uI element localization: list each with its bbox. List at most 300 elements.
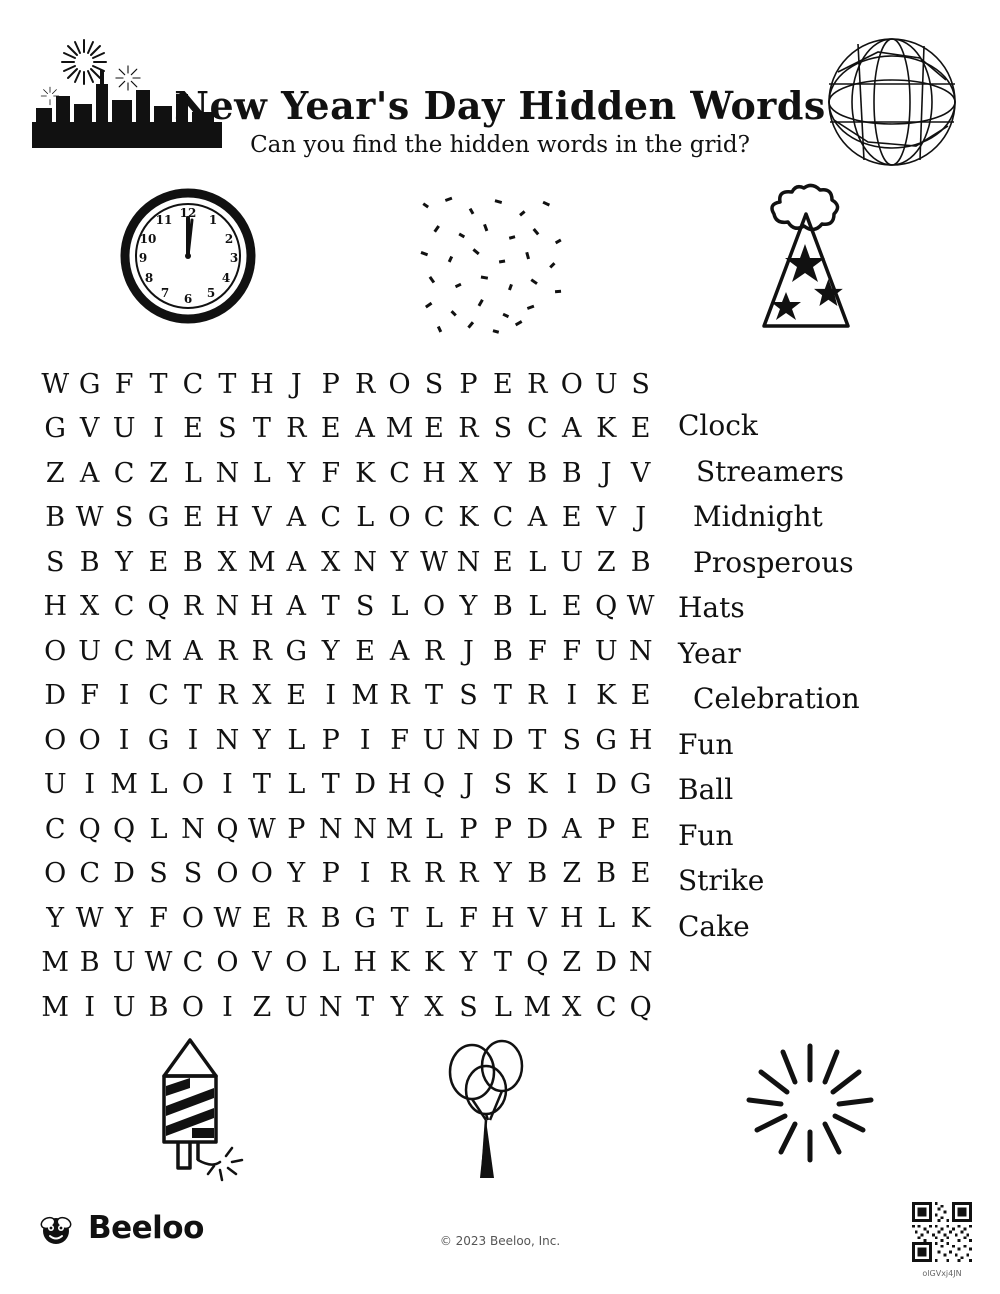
grid-letter[interactable]: B — [45, 502, 66, 534]
word-list-item[interactable]: Clock — [678, 409, 758, 442]
svg-text:1: 1 — [208, 213, 218, 227]
grid-letter[interactable]: Y — [287, 858, 306, 890]
grid-letter[interactable]: S — [562, 724, 582, 756]
grid-letter[interactable]: U — [284, 991, 308, 1023]
grid-letter[interactable]: N — [181, 813, 205, 845]
grid-letter[interactable]: B — [79, 947, 100, 979]
grid-letter[interactable]: L — [390, 591, 409, 623]
grid-letter[interactable]: X — [217, 546, 238, 578]
grid-letter[interactable]: A — [286, 502, 307, 534]
grid-letter[interactable]: Q — [113, 813, 136, 845]
grid-letter[interactable]: Z — [252, 991, 272, 1023]
grid-letter[interactable]: B — [320, 902, 341, 934]
grid-letter[interactable]: Y — [321, 635, 340, 667]
grid-letter[interactable]: I — [359, 724, 371, 756]
grid-letter[interactable]: Q — [526, 947, 549, 979]
grid-letter[interactable]: N — [456, 724, 481, 756]
word-list-item[interactable]: Strike — [678, 864, 765, 897]
grid-letter[interactable]: E — [251, 902, 272, 934]
grid-letter[interactable]: U — [560, 546, 584, 578]
grid-letter[interactable]: S — [424, 368, 444, 400]
grid-letter[interactable]: Z — [45, 457, 65, 489]
grid-letter[interactable]: L — [425, 813, 443, 845]
grid-letter[interactable]: O — [44, 858, 67, 890]
party-hat-icon — [742, 180, 872, 350]
grid-letter[interactable]: O — [250, 858, 273, 890]
grid-letter[interactable]: L — [184, 457, 202, 489]
grid-letter[interactable]: U — [112, 947, 136, 979]
grid-letter[interactable]: R — [217, 680, 238, 712]
grid-letter[interactable]: P — [459, 368, 478, 400]
grid-letter[interactable]: G — [629, 769, 652, 801]
grid-letter[interactable]: E — [424, 413, 444, 445]
grid-letter[interactable]: V — [527, 902, 548, 934]
grid-letter[interactable]: M — [110, 769, 138, 801]
grid-letter[interactable]: R — [354, 368, 376, 400]
grid-letter[interactable]: D — [492, 724, 514, 756]
grid-letter[interactable]: S — [459, 991, 478, 1023]
grid-letter[interactable]: K — [423, 947, 445, 979]
grid-letter[interactable]: I — [118, 724, 130, 756]
grid-letter[interactable]: E — [493, 546, 513, 578]
grid-letter[interactable]: R — [217, 635, 238, 667]
grid-letter[interactable]: I — [187, 724, 199, 756]
grid-letter[interactable]: Q — [147, 591, 170, 623]
grid-letter[interactable]: B — [561, 457, 582, 489]
grid-letter[interactable]: Y — [115, 546, 133, 578]
grid-letter[interactable]: U — [78, 635, 102, 667]
word-list-item[interactable]: Ball — [678, 773, 734, 806]
word-list — [678, 409, 978, 958]
grid-letter[interactable]: H — [215, 502, 240, 534]
grid-letter[interactable]: C — [182, 947, 204, 979]
grid-letter[interactable]: E — [493, 368, 513, 400]
grid-letter[interactable]: E — [561, 591, 582, 623]
grid-letter[interactable]: B — [596, 858, 617, 890]
word-list-item[interactable]: Prosperous — [693, 545, 854, 579]
grid-letter[interactable]: R — [182, 591, 204, 623]
grid-letter[interactable]: F — [80, 680, 100, 712]
grid-letter[interactable]: Y — [115, 902, 133, 934]
grid-letter[interactable]: Q — [629, 991, 652, 1023]
svg-text:6: 6 — [183, 292, 193, 306]
grid-letter[interactable]: M — [41, 991, 70, 1023]
grid-letter[interactable]: E — [630, 813, 651, 845]
grid-letter[interactable]: L — [425, 902, 443, 934]
grid-letter[interactable]: L — [252, 457, 271, 489]
grid-letter[interactable]: C — [113, 591, 135, 623]
grid-letter[interactable]: K — [389, 947, 410, 979]
grid-letter[interactable]: Y — [252, 724, 271, 756]
grid-letter[interactable]: L — [597, 902, 616, 934]
grid-letter[interactable]: Q — [78, 813, 101, 845]
grid-letter[interactable]: I — [153, 413, 164, 445]
grid-row — [38, 852, 658, 897]
grid-letter[interactable]: K — [630, 902, 651, 934]
grid-letter[interactable]: T — [183, 680, 202, 712]
grid-letter[interactable]: N — [215, 724, 240, 756]
grid-letter[interactable]: N — [318, 813, 343, 845]
grid-letter[interactable]: X — [458, 457, 479, 489]
svg-text:11: 11 — [155, 213, 173, 227]
grid-letter[interactable]: D — [113, 858, 135, 890]
grid-letter[interactable]: R — [423, 635, 445, 667]
grid-letter[interactable]: O — [285, 947, 308, 979]
grid-letter[interactable]: I — [84, 991, 95, 1023]
grid-letter[interactable]: F — [390, 724, 409, 756]
grid-letter[interactable]: C — [113, 457, 135, 489]
grid-letter[interactable]: C — [148, 680, 169, 712]
grid-letter[interactable]: Y — [390, 546, 409, 578]
grid-letter[interactable]: U — [594, 368, 618, 400]
grid-row — [38, 362, 658, 407]
grid-letter[interactable]: W — [626, 591, 655, 623]
grid-letter[interactable]: E — [630, 858, 651, 890]
grid-letter[interactable]: K — [458, 502, 479, 534]
grid-letter[interactable]: B — [148, 991, 169, 1023]
balloons-icon — [420, 1028, 560, 1193]
grid-letter[interactable]: D — [595, 947, 618, 979]
grid-letter[interactable]: W — [420, 546, 448, 578]
grid-letter[interactable]: R — [286, 413, 307, 445]
grid-letter[interactable]: C — [423, 502, 445, 534]
grid-letter[interactable]: C — [527, 413, 548, 445]
grid-letter[interactable]: G — [147, 502, 170, 534]
grid-letter[interactable]: P — [287, 813, 306, 845]
grid-letter[interactable]: D — [354, 769, 376, 801]
grid-letter[interactable]: F — [114, 368, 134, 400]
grid-letter[interactable]: O — [216, 947, 239, 979]
word-list-item[interactable]: Cake — [678, 909, 750, 943]
grid-letter[interactable]: N — [215, 591, 240, 623]
grid-letter[interactable]: O — [388, 368, 411, 400]
grid-letter[interactable]: S — [493, 413, 513, 445]
grid-letter[interactable]: C — [492, 502, 514, 534]
grid-letter[interactable]: X — [252, 680, 272, 712]
grid-letter[interactable]: S — [459, 680, 478, 712]
grid-letter[interactable]: T — [149, 368, 168, 400]
grid-letter[interactable]: G — [44, 413, 66, 445]
grid-letter[interactable]: W — [144, 947, 173, 979]
grid-letter[interactable]: H — [353, 947, 377, 979]
grid-letter[interactable]: F — [459, 902, 478, 934]
grid-letter[interactable]: T — [321, 591, 340, 623]
grid-letter[interactable]: C — [182, 368, 204, 400]
grid-letter[interactable]: C — [389, 457, 410, 489]
grid-letter[interactable]: U — [594, 635, 618, 667]
grid-letter[interactable]: Z — [596, 546, 616, 578]
grid-letter[interactable]: S — [355, 591, 375, 623]
grid-letter[interactable]: A — [79, 457, 100, 489]
grid-letter[interactable]: N — [628, 947, 653, 979]
grid-letter[interactable]: L — [287, 769, 306, 801]
grid-letter[interactable]: K — [355, 457, 376, 489]
copyright-text: © 2023 Beeloo, Inc. — [439, 1234, 561, 1248]
grid-letter[interactable]: F — [149, 902, 168, 934]
grid-letter[interactable]: Z — [149, 457, 168, 489]
grid-letter[interactable]: Q — [422, 769, 446, 801]
grid-letter[interactable]: T — [390, 902, 409, 934]
grid-letter[interactable]: P — [493, 813, 512, 845]
grid-letter[interactable]: V — [596, 502, 616, 534]
word-list-item[interactable]: Streamers — [696, 454, 844, 488]
grid-letter[interactable]: M — [41, 947, 70, 979]
grid-letter[interactable]: S — [114, 502, 134, 534]
grid-letter[interactable]: S — [183, 858, 203, 890]
grid-letter[interactable]: X — [424, 991, 444, 1023]
grid-letter[interactable]: K — [596, 680, 617, 712]
grid-letter[interactable]: P — [321, 724, 340, 756]
word-list-item[interactable]: Fun — [678, 818, 734, 852]
grid-letter[interactable]: R — [458, 858, 479, 890]
grid-letter[interactable]: R — [458, 413, 479, 445]
word-list-item[interactable]: Hats — [678, 591, 745, 624]
grid-letter[interactable]: B — [630, 546, 651, 578]
grid-letter[interactable]: O — [560, 368, 583, 400]
grid-letter[interactable]: R — [389, 680, 410, 712]
grid-letter[interactable]: I — [325, 680, 337, 712]
grid-letter[interactable]: B — [527, 858, 548, 890]
grid-letter[interactable]: T — [493, 680, 512, 712]
grid-letter[interactable]: P — [597, 813, 616, 845]
grid-letter[interactable]: G — [285, 635, 308, 667]
grid-letter[interactable]: O — [181, 991, 205, 1023]
grid-letter[interactable]: E — [183, 413, 203, 445]
grid-letter[interactable]: L — [356, 502, 375, 534]
grid-letter[interactable]: T — [425, 680, 444, 712]
grid-letter[interactable]: W — [247, 813, 276, 845]
grid-letter[interactable]: A — [562, 813, 582, 845]
grid-letter[interactable]: G — [595, 724, 617, 756]
grid-letter[interactable]: M — [385, 413, 414, 445]
grid-row — [38, 985, 658, 1030]
grid-letter[interactable]: T — [493, 947, 512, 979]
grid-letter[interactable]: W — [75, 902, 104, 934]
grid-letter[interactable]: A — [286, 591, 307, 623]
grid-letter[interactable]: X — [562, 991, 582, 1023]
grid-letter[interactable]: G — [147, 724, 170, 756]
grid-letter[interactable]: D — [526, 813, 549, 845]
grid-letter[interactable]: V — [79, 413, 100, 445]
grid-letter[interactable]: M — [385, 813, 414, 845]
grid-letter[interactable]: P — [321, 858, 340, 890]
grid-letter[interactable]: S — [218, 413, 237, 445]
grid-letter[interactable]: C — [595, 991, 617, 1023]
grid-letter[interactable]: A — [355, 413, 375, 445]
qr-code-block — [912, 1202, 972, 1278]
grid-letter[interactable]: R — [527, 368, 548, 400]
grid-letter[interactable]: T — [252, 413, 271, 445]
grid-letter[interactable]: E — [320, 413, 341, 445]
grid-row — [38, 674, 658, 719]
grid-letter[interactable]: U — [43, 769, 67, 801]
grid-letter[interactable]: V — [252, 947, 272, 979]
grid-letter[interactable]: M — [248, 546, 276, 578]
grid-letter[interactable]: Z — [562, 947, 582, 979]
grid-letter[interactable]: P — [459, 813, 478, 845]
grid-letter[interactable]: V — [252, 502, 272, 534]
grid-letter[interactable]: X — [80, 591, 100, 623]
grid-letter[interactable]: K — [527, 769, 548, 801]
grid-letter[interactable]: L — [528, 591, 547, 623]
grid-letter[interactable]: E — [183, 502, 203, 534]
grid-letter[interactable]: Y — [493, 858, 512, 890]
grid-letter[interactable]: O — [181, 902, 205, 934]
grid-letter[interactable]: A — [562, 413, 582, 445]
grid-letter[interactable]: S — [149, 858, 168, 890]
grid-letter[interactable]: H — [387, 769, 412, 801]
word-list-item[interactable]: Fun — [678, 727, 734, 761]
grid-letter[interactable]: P — [321, 368, 340, 400]
grid-letter[interactable]: L — [493, 991, 512, 1023]
grid-letter[interactable]: Y — [459, 947, 478, 979]
grid-letter[interactable]: S — [45, 546, 65, 578]
grid-letter[interactable]: M — [351, 680, 379, 712]
word-list-item[interactable]: Midnight — [693, 500, 823, 533]
grid-letter[interactable]: R — [389, 858, 410, 890]
grid-letter[interactable]: Y — [390, 991, 409, 1023]
grid-letter[interactable]: S — [493, 769, 513, 801]
grid-letter[interactable]: N — [456, 546, 481, 578]
grid-letter[interactable]: O — [216, 858, 239, 890]
grid-letter[interactable]: C — [320, 502, 342, 534]
grid-letter[interactable]: N — [353, 546, 377, 578]
grid-letter[interactable]: Y — [493, 457, 512, 489]
grid-letter[interactable]: H — [491, 902, 515, 934]
grid-letter[interactable]: G — [78, 368, 101, 400]
grid-letter[interactable]: G — [354, 902, 376, 934]
grid-letter[interactable]: X — [321, 546, 341, 578]
grid-letter[interactable]: I — [566, 769, 578, 801]
grid-letter[interactable]: N — [353, 813, 377, 845]
grid-letter[interactable]: I — [222, 991, 233, 1023]
grid-letter[interactable]: O — [44, 635, 67, 667]
grid-letter[interactable]: H — [43, 591, 67, 623]
word-list-item[interactable]: Year — [678, 636, 741, 670]
grid-letter[interactable]: N — [318, 991, 343, 1023]
grid-letter[interactable]: B — [79, 546, 100, 578]
grid-letter[interactable]: J — [600, 457, 612, 489]
grid-letter[interactable]: T — [252, 769, 271, 801]
svg-text:12: 12 — [179, 206, 197, 220]
grid-letter[interactable]: E — [561, 502, 582, 534]
grid-letter[interactable]: O — [181, 769, 205, 801]
grid-letter[interactable]: E — [630, 413, 651, 445]
grid-letter[interactable]: E — [355, 635, 376, 667]
word-list-item[interactable]: Celebration — [693, 682, 860, 715]
grid-letter[interactable]: L — [149, 813, 168, 845]
grid-letter[interactable]: Z — [562, 858, 582, 890]
grid-letter[interactable]: R — [286, 902, 307, 934]
grid-letter[interactable]: B — [492, 635, 513, 667]
grid-letter[interactable]: O — [44, 724, 67, 756]
grid-letter[interactable]: A — [286, 546, 307, 578]
grid-letter[interactable]: E — [286, 680, 307, 712]
grid-letter[interactable]: T — [321, 769, 340, 801]
grid-letter[interactable]: L — [287, 724, 306, 756]
grid-letter[interactable]: B — [183, 546, 203, 578]
grid-letter[interactable]: U — [112, 413, 136, 445]
grid-letter[interactable]: T — [356, 991, 375, 1023]
grid-letter[interactable]: H — [250, 591, 274, 623]
grid-letter[interactable]: T — [218, 368, 237, 400]
grid-letter[interactable]: I — [84, 769, 95, 801]
grid-letter[interactable]: L — [528, 546, 547, 578]
grid-letter[interactable]: H — [422, 457, 446, 489]
grid-letter[interactable]: O — [422, 591, 446, 623]
grid-letter[interactable]: J — [290, 368, 302, 400]
grid-letter[interactable]: U — [422, 724, 446, 756]
grid-letter[interactable]: F — [527, 635, 547, 667]
grid-letter[interactable]: O — [78, 724, 101, 756]
grid-letter[interactable]: Y — [46, 902, 65, 934]
grid-letter[interactable]: F — [321, 457, 341, 489]
grid-letter[interactable]: I — [118, 680, 130, 712]
grid-letter[interactable]: J — [635, 502, 647, 534]
grid-letter[interactable]: A — [389, 635, 410, 667]
grid-letter[interactable]: L — [149, 769, 168, 801]
grid-letter[interactable]: C — [44, 813, 66, 845]
grid-letter[interactable]: M — [144, 635, 173, 667]
grid-letter[interactable]: D — [44, 680, 67, 712]
grid-letter[interactable]: W — [75, 502, 104, 534]
grid-letter[interactable]: U — [112, 991, 136, 1023]
svg-text:5: 5 — [206, 286, 216, 300]
sparkle-burst-icon — [735, 1036, 885, 1171]
grid-letter[interactable]: R — [251, 635, 273, 667]
grid-letter[interactable]: Q — [216, 813, 239, 845]
grid-letter[interactable]: H — [628, 724, 653, 756]
grid-letter[interactable]: B — [527, 457, 548, 489]
grid-letter[interactable]: I — [359, 858, 371, 890]
grid-letter[interactable]: I — [566, 680, 578, 712]
page-subtitle: Can you find the hidden words in the grid? — [250, 132, 750, 158]
grid-letter[interactable]: M — [523, 991, 552, 1023]
grid-letter[interactable]: B — [492, 591, 513, 623]
grid-letter[interactable]: L — [321, 947, 340, 979]
grid-letter[interactable]: Y — [459, 591, 478, 623]
grid-letter[interactable]: R — [527, 680, 548, 712]
grid-letter[interactable]: Y — [287, 457, 306, 489]
grid-letter[interactable]: N — [628, 635, 653, 667]
grid-letter[interactable]: Q — [595, 591, 618, 623]
grid-letter[interactable]: E — [630, 680, 651, 712]
grid-letter[interactable]: D — [595, 769, 618, 801]
grid-letter[interactable]: T — [528, 724, 547, 756]
grid-letter[interactable]: S — [631, 368, 650, 400]
grid-letter[interactable]: C — [79, 858, 100, 890]
grid-letter[interactable]: C — [113, 635, 135, 667]
grid-letter[interactable]: J — [463, 769, 474, 801]
grid-letter[interactable]: W — [41, 368, 70, 400]
grid-letter[interactable]: E — [148, 546, 169, 578]
grid-letter[interactable]: H — [560, 902, 584, 934]
grid-letter[interactable]: N — [215, 457, 240, 489]
grid-letter[interactable]: I — [222, 769, 233, 801]
grid-letter[interactable]: K — [596, 413, 617, 445]
grid-letter[interactable]: A — [527, 502, 548, 534]
grid-letter[interactable]: W — [213, 902, 242, 934]
grid-letter[interactable]: J — [463, 635, 474, 667]
grid-letter[interactable]: H — [250, 368, 274, 400]
grid-row — [38, 585, 658, 630]
grid-letter[interactable]: F — [562, 635, 582, 667]
brand-name: Beeloo — [88, 1210, 204, 1246]
grid-letter[interactable]: R — [423, 858, 445, 890]
grid-letter[interactable]: A — [183, 635, 203, 667]
grid-letter[interactable]: O — [388, 502, 411, 534]
grid-letter[interactable]: V — [630, 457, 651, 489]
